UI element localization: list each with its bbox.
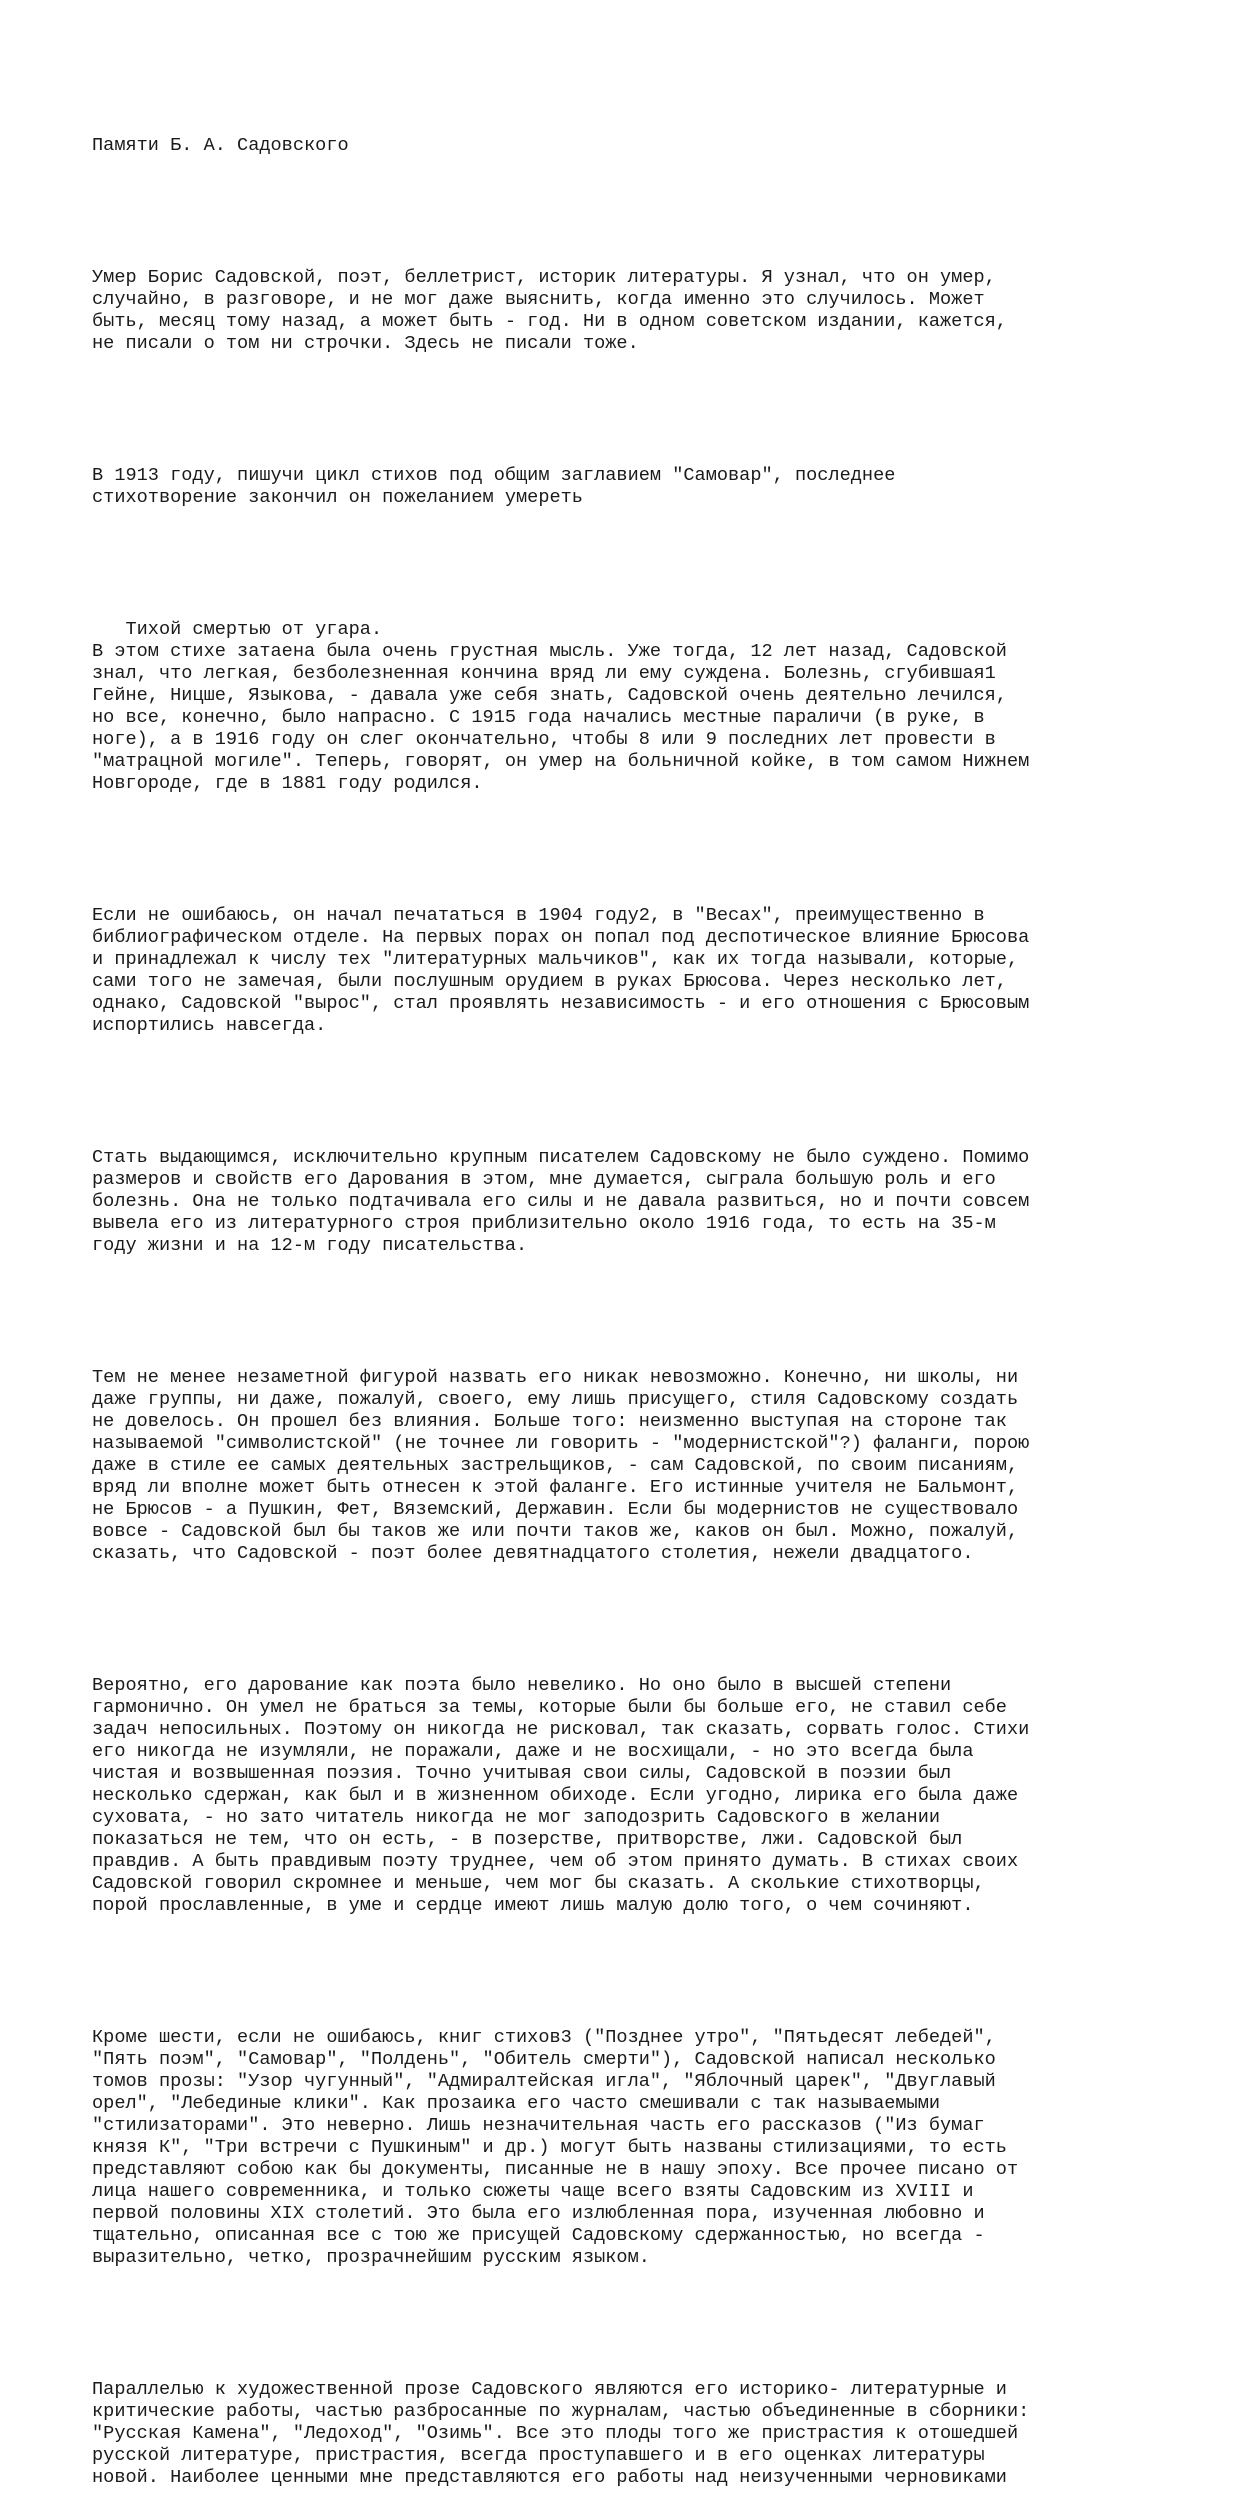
paragraph-7: Вероятно, его дарование как поэта было невелико. Но оно было в высшей степени гармонично. Он умел не браться за темы, которые были бы больше его, не ставил себе задач непосильных. Поэтому он никогда не рисковал, так сказать, сорвать голос. Стихи его никогда не изумляли, не поражали, даже и не восхищали, - но это всегда была чистая и возвышенная поэзия. Точно учитывая свои силы, Садовской в поэзии был несколько сдержан, как был и в жизненном обиходе. Если угодно, лирика его была даже суховата, - но зато читатель никогда не мог заподозрить Садовского в желании показаться не тем, что он есть, - в позерстве, притворстве, лжи. Садовской был правдив. А быть правдивым поэту труднее, чем об этом принято думать. В стихах своих Садовской говорил скромнее и меньше, чем мог бы сказать. А сколькие стихотворцы, порой прославленные, в уме и сердце имеют лишь малую долю того, о чем сочиняют. [92, 1675, 1030, 1916]
paragraph-5: Стать выдающимся, исключительно крупным писателем Садовскому не было суждено. Помимо размеров и свойств его Дарования в этом, мне думается, сыграла большую роль и его болезнь. Она не только подтачивала его силы и не давала развиться, но и почти совсем вывела его из литературного строя приблизительно около 1916 года, то есть на 35-м году жизни и на 12-м году писательства. [92, 1147, 1030, 1256]
paragraph-3: Тихой смертью от угара. В этом стихе затаена была очень грустная мысль. Уже тогда, 12 лет назад, Садовской знал, что легкая, безболезненная кончина вряд ли ему суждена. Болезнь, сгубившая1 Гейне, Ницше, Языкова, - давала уже себя знать, Садовской очень деятельно лечился, но все, конечно, было напрасно. С 1915 года начались местные параличи (в руке, в ноге), а в 1916 году он слег окончательно, чтобы 8 или 9 последних лет провести в "матрацной могиле". Теперь, говорят, он умер на больничной койке, в том самом Нижнем Новгороде, где в 1881 году родился. [92, 619, 1030, 794]
paragraph-gap [92, 2313, 1212, 2335]
paragraph-2: В 1913 году, пишучи цикл стихов под общим заглавием "Самовар", последнее стихотворение закончил он пожеланием умереть [92, 465, 896, 508]
paragraph-gap [92, 201, 1212, 223]
document-page [92, 91, 1212, 2511]
paragraph-gap [92, 839, 1212, 861]
paragraph-6: Тем не менее незаметной фигурой назвать его никак невозможно. Конечно, ни школы, ни даже группы, ни даже, пожалуй, своего, ему лишь присущего, стиля Садовскому создать не довелось. Он прошел без влияния. Больше того: неизменно выступая на стороне так называемой "символистской" (не точнее ли говорить - "модернистской"?) фаланги, порою даже в стиле ее самых деятельных застрельщиков, - сам Садовской, по своим писаниям, вряд ли вполне может быть отнесен к этой фаланге. Его истинные учителя не Бальмонт, не Брюсов - а Пушкин, Фет, Вяземский, Державин. Если бы модернистов не существовало вовсе - Садовской был бы таков же или почти таков же, каков он был. Можно, пожалуй, сказать, что Садовской - поэт более девятнадцатого столетия, нежели двадцатого. [92, 1367, 1030, 1564]
document-title: Памяти Б. А. Садовского [92, 135, 349, 156]
paragraph-gap [92, 1609, 1212, 1631]
paragraph-gap [92, 553, 1212, 575]
paragraph-gap [92, 1961, 1212, 1983]
paragraph-gap [92, 1081, 1212, 1103]
paragraph-4: Если не ошибаюсь, он начал печататься в 1904 году2, в "Весах", преимущественно в библиографическом отделе. На первых порах он попал под деспотическое влияние Брюсова и принадлежал к числу тех "литературных мальчиков", как их тогда называли, которые, сами того не замечая, были послушным орудием в руках Брюсова. Через несколько лет, однако, Садовской "вырос", стал проявлять независимость - и его отношения с Брюсовым испортились навсегда. [92, 905, 1030, 1036]
paragraph-1: Умер Борис Садовской, поэт, беллетрист, историк литературы. Я узнал, что он умер, случайно, в разговоре, и не мог даже выяснить, когда именно это случилось. Может быть, месяц тому назад, а может быть - год. Ни в одном советском издании, кажется, не писали о том ни строчки. Здесь не писали тоже. [92, 267, 1007, 354]
paragraph-8: Кроме шести, если не ошибаюсь, книг стихов3 ("Позднее утро", "Пятьдесят лебедей", "Пять поэм", "Самовар", "Полдень", "Обитель смерти"), Садовской написал несколько томов прозы: "Узор чугунный", "Адмиралтейская игла", "Яблочный царек", "Двуглавый орел", "Лебединые клики". Как прозаика его часто смешивали с так называемыми "стилизаторами". Это неверно. Лишь незначительная часть его рассказов ("Из бумаг князя К", "Три встречи с Пушкиным" и др.) могут быть названы стилизациями, то есть представляют собою как бы документы, писанные не в нашу эпоху. Все прочее писано от лица нашего современника, и только сюжеты чаще всего взяты Садовским из XVIII и первой половины XIX столетий. Это была его излюбленная пора, изученная любовно и тщательно, описанная все с тою же присущей Садовскому сдержанностью, но всегда - выразительно, четко, прозрачнейшим русским языком. [92, 2027, 1019, 2268]
paragraph-gap [92, 1301, 1212, 1323]
paragraph-9: Параллелью к художественной прозе Садовского являются его историко- литературные и критические работы, частью разбросанные по журналам, частью объединенные в сборники: "Русская Камена", "Ледоход", "Озимь". Все это плоды того же пристрастия к отошедшей русской литературе, пристрастия, всегда проступавшего и в его оценках литературы новой. Наиболее ценными мне представляются его работы над неизученными черновиками [92, 2379, 1030, 2488]
paragraph-gap [92, 399, 1212, 421]
